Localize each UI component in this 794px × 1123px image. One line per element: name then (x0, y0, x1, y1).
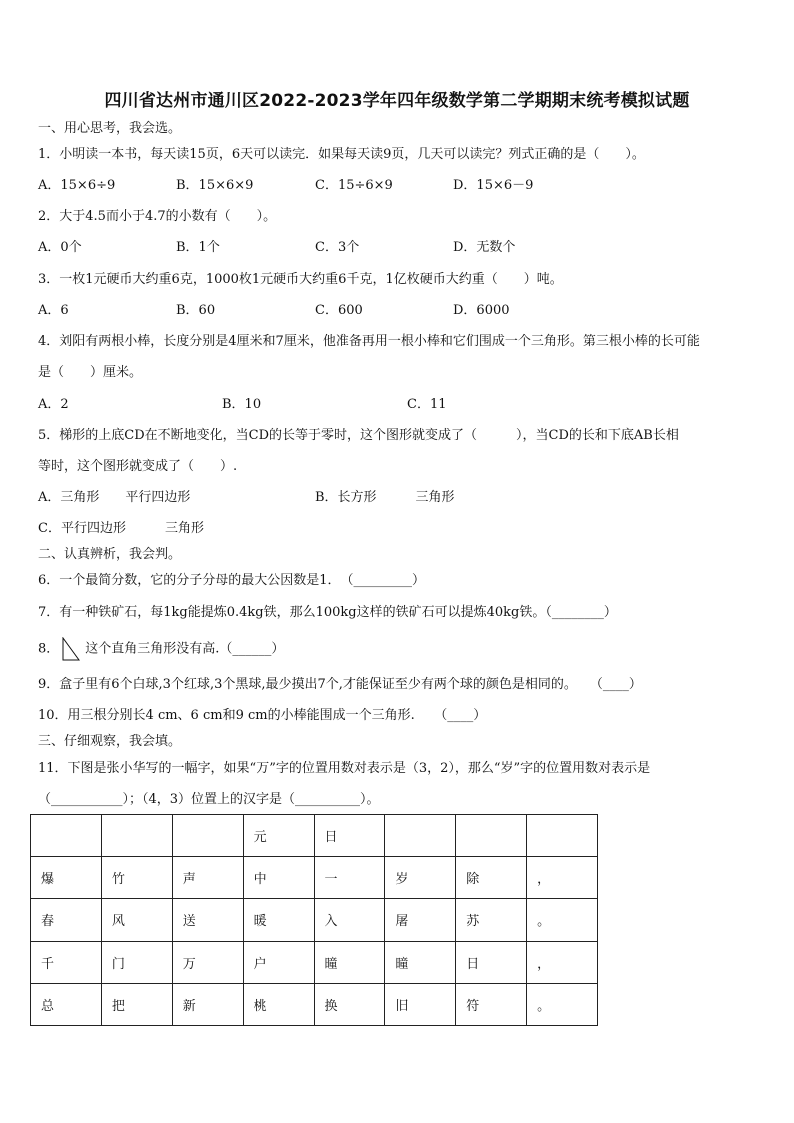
grid-cell: 旧 (385, 983, 456, 1025)
grid-cell (31, 815, 102, 857)
grid-cell (101, 815, 172, 857)
grid-row (31, 941, 598, 983)
grid-cell: 新 (172, 983, 243, 1025)
grid-cell (172, 815, 243, 857)
grid-cell: 除 (456, 857, 527, 899)
section-heading-2: 二、认真辨析，我会判。 (38, 547, 182, 562)
q3-option-c: C．600 (315, 303, 363, 318)
question-5-line-2: 等时，这个图形就变成了（ ）. (38, 459, 238, 474)
question-8-number: 8． (38, 641, 60, 657)
grid-cell: ， (527, 857, 598, 899)
q5-option-a: A．三角形 平行四边形 (38, 490, 191, 505)
q5-option-b: B．长方形 三角形 (315, 490, 455, 505)
grid-cell: 一 (314, 857, 385, 899)
q1-option-b: B．15×6×9 (176, 178, 254, 193)
grid-row (31, 899, 598, 941)
grid-cell: 元 (243, 815, 314, 857)
grid-cell: 风 (101, 899, 172, 941)
grid-row (31, 815, 598, 857)
question-4-line-1: 4．刘阳有两根小棒，长度分别是4厘米和7厘米，他准备再用一根小棒和它们围成一个三角形。第三根小棒的长可能 (38, 334, 700, 349)
grid-cell: 入 (314, 899, 385, 941)
grid-cell: 爆 (31, 857, 102, 899)
section-heading-3: 三、仔细观察，我会填。 (38, 734, 182, 749)
grid-cell: 。 (527, 899, 598, 941)
grid-cell: 总 (31, 983, 102, 1025)
grid-cell: 门 (101, 941, 172, 983)
q5-option-c: C．平行四边形 三角形 (38, 521, 204, 536)
question-8 (38, 637, 284, 662)
grid-cell (456, 815, 527, 857)
grid-cell: ， (527, 941, 598, 983)
grid-row (31, 983, 598, 1025)
grid-row (31, 857, 598, 899)
grid-cell (385, 815, 456, 857)
q1-option-c: C．15÷6×9 (315, 178, 393, 193)
question-7: 7．有一种铁矿石，每1kg能提炼0.4kg铁，那么100kg这样的铁矿石可以提炼40kg铁。（________） (38, 605, 617, 620)
grid-cell: 竹 (101, 857, 172, 899)
poem-grid-table (30, 814, 598, 1026)
q2-option-b: B．1个 (176, 240, 220, 255)
question-11-line-2: （___________）；（4，3）位置上的汉字是（__________）。 (38, 792, 380, 807)
question-11-line-1: 11．下图是张小华写的一幅字，如果“万”字的位置用数对表示是（3，2），那么“岁”字的位置用数对表示是 (38, 761, 651, 776)
question-5-line-1: 5．梯形的上底CD在不断地变化，当CD的长等于零时，这个图形就变成了（ ），当CD的长和下底AB长相 (38, 428, 679, 443)
grid-cell: 。 (527, 983, 598, 1025)
q4-option-a: A．2 (38, 397, 69, 412)
grid-cell: 把 (101, 983, 172, 1025)
grid-cell: 换 (314, 983, 385, 1025)
page-title: 四川省达州市通川区2022-2023学年四年级数学第二学期期末统考模拟试题 (104, 91, 690, 111)
q1-option-a: A．15×6÷9 (38, 178, 116, 193)
q1-option-d: D．15×6－9 (453, 178, 534, 193)
q4-option-b: B．10 (222, 397, 262, 412)
grid-cell: 送 (172, 899, 243, 941)
grid-cell: 中 (243, 857, 314, 899)
q3-option-b: B．60 (176, 303, 216, 318)
grid-cell: 苏 (456, 899, 527, 941)
question-2: 2．大于4.5而小于4.7的小数有（ ）。 (38, 209, 277, 224)
grid-cell: 曈 (314, 941, 385, 983)
grid-cell: 万 (172, 941, 243, 983)
question-4-line-2: 是（ ）厘米。 (38, 365, 143, 380)
q3-option-a: A．6 (38, 303, 69, 318)
question-6: 6．一个最简分数，它的分子分母的最大公因数是1． （_________） (38, 573, 426, 588)
grid-cell: 桃 (243, 983, 314, 1025)
grid-cell: 千 (31, 941, 102, 983)
question-10: 10．用三根分别长4 cm、6 cm和9 cm的小棒能围成一个三角形. （____） (38, 708, 487, 723)
question-8-text: 这个直角三角形没有高.（______） (85, 641, 285, 657)
grid-cell: 日 (456, 941, 527, 983)
question-9: 9．盒子里有6个白球,3个红球,3个黑球,最少摸出7个,才能保证至少有两个球的颜色是相同的。 （____） (38, 677, 642, 692)
grid-cell: 曈 (385, 941, 456, 983)
grid-cell: 春 (31, 899, 102, 941)
grid-cell: 岁 (385, 857, 456, 899)
grid-cell (527, 815, 598, 857)
q2-option-c: C．3个 (315, 240, 360, 255)
q2-option-a: A．0个 (38, 240, 82, 255)
q4-option-c: C．11 (407, 397, 447, 412)
right-triangle-figure (61, 637, 81, 661)
grid-cell: 户 (243, 941, 314, 983)
grid-cell: 声 (172, 857, 243, 899)
q3-option-d: D．6000 (453, 303, 510, 318)
grid-cell: 屠 (385, 899, 456, 941)
question-1: 1．小明读一本书，每天读15页，6天可以读完．如果每天读9页，几天可以读完？列式正确的是（ ）。 (38, 147, 645, 162)
grid-cell: 暖 (243, 899, 314, 941)
section-heading-1: 一、用心思考，我会选。 (38, 121, 182, 136)
grid-cell: 日 (314, 815, 385, 857)
q2-option-d: D．无数个 (453, 240, 516, 255)
question-3: 3．一枚1元硬币大约重6克，1000枚1元硬币大约重6千克，1亿枚硬币大约重（ ）吨。 (38, 272, 563, 287)
grid-cell: 符 (456, 983, 527, 1025)
